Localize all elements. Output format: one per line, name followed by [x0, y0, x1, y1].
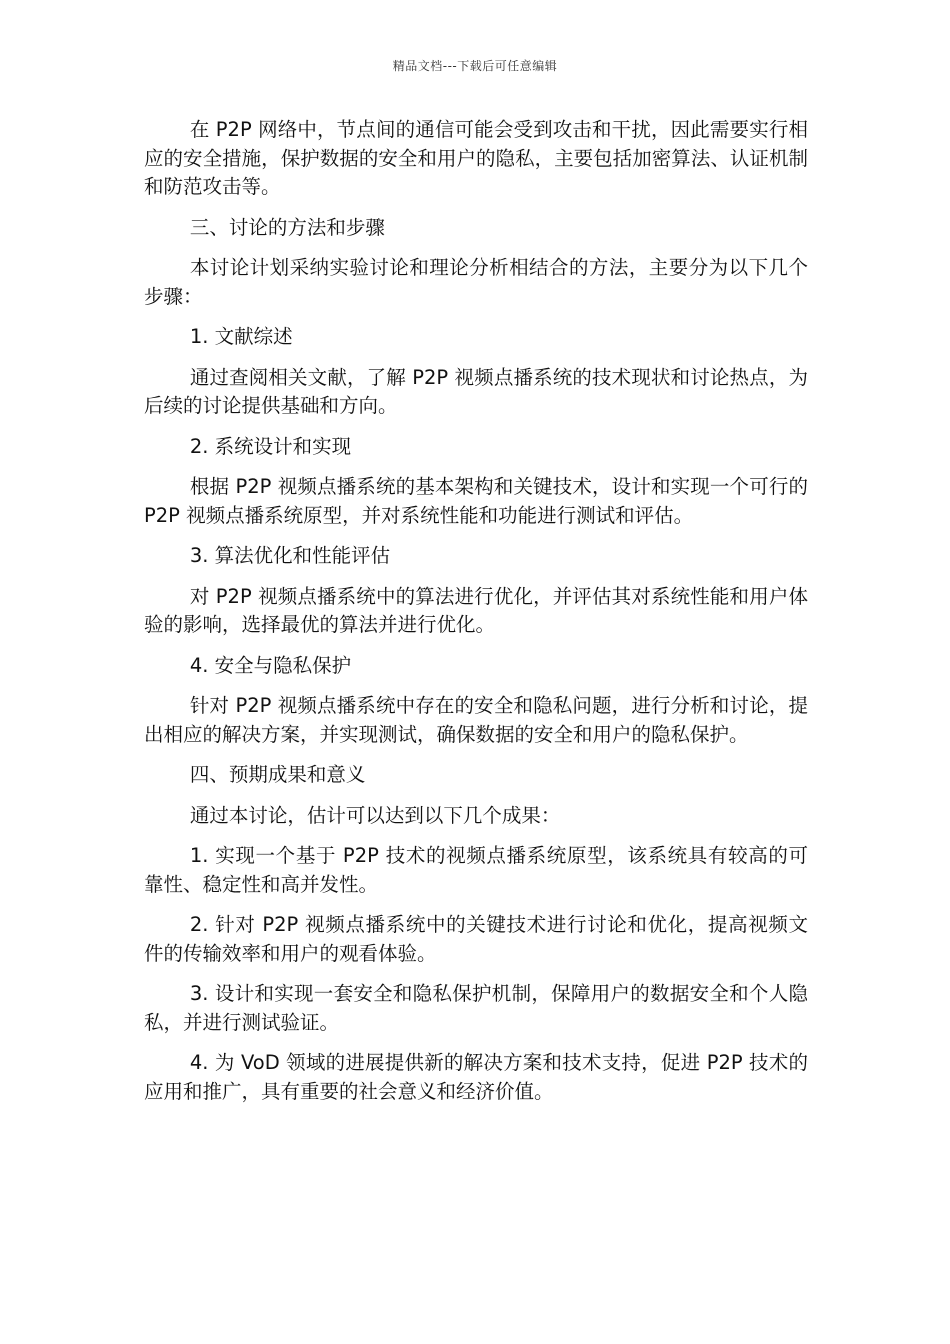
step-heading-literature: 1. 文献综述 [189, 325, 293, 348]
step-heading-optimization: 3. 算法优化和性能评估 [189, 544, 391, 567]
step-heading-design: 2. 系统设计和实现 [189, 434, 352, 458]
section-heading-methods: 三、讨论的方法和步骤 [189, 215, 385, 239]
paragraph-design: 根据 P2P 视频点播系统的基本架构和关键技术，设计和实现一个可行的 P2P 视频点播系统原型，并对系统性能和功能进行测试和评估。 [144, 475, 808, 527]
document-body [144, 116, 808, 1118]
outcome-item-1: 1. 实现一个基于 P2P 技术的视频点播系统原型，该系统具有较高的可靠性、稳定性和高并发性。 [144, 844, 808, 896]
paragraph-privacy: 针对 P2P 视频点播系统中存在的安全和隐私问题，进行分析和讨论，提出相应的解决方案，并实现测试，确保数据的安全和用户的隐私保护。 [144, 694, 808, 746]
paragraph-outcomes-intro: 通过本讨论，估计可以达到以下几个成果： [189, 803, 561, 827]
page-header: 精品文档---下载后可任意编辑 [392, 59, 558, 73]
paragraph-methods-intro: 本讨论计划采纳实验讨论和理论分析相结合的方法，主要分为以下几个步骤： [144, 256, 808, 308]
section-heading-outcomes: 四、预期成果和意义 [189, 763, 366, 786]
outcome-item-3: 3. 设计和实现一套安全和隐私保护机制，保障用户的数据安全和个人隐私，并进行测试验证。 [144, 982, 808, 1034]
step-heading-privacy: 4. 安全与隐私保护 [189, 653, 352, 677]
paragraph-literature: 通过查阅相关文献，了解 P2P 视频点播系统的技术现状和讨论热点，为后续的讨论提供基础和方向。 [144, 365, 808, 417]
outcome-item-2: 2. 针对 P2P 视频点播系统中的关键技术进行讨论和优化，提高视频文件的传输效率和用户的观看体验。 [144, 913, 808, 965]
paragraph-security-measures: 在 P2P 网络中，节点间的通信可能会受到攻击和干扰，因此需要实行相应的安全措施，保护数据的安全和用户的隐私，主要包括加密算法、认证机制和防范攻击等。 [144, 118, 808, 198]
outcome-item-4: 4. 为 VoD 领域的进展提供新的解决方案和技术支持，促进 P2P 技术的应用和推广，具有重要的社会意义和经济价值。 [144, 1051, 808, 1103]
paragraph-optimization: 对 P2P 视频点播系统中的算法进行优化，并评估其对系统性能和用户体验的影响，选择最优的算法并进行优化。 [144, 584, 808, 636]
